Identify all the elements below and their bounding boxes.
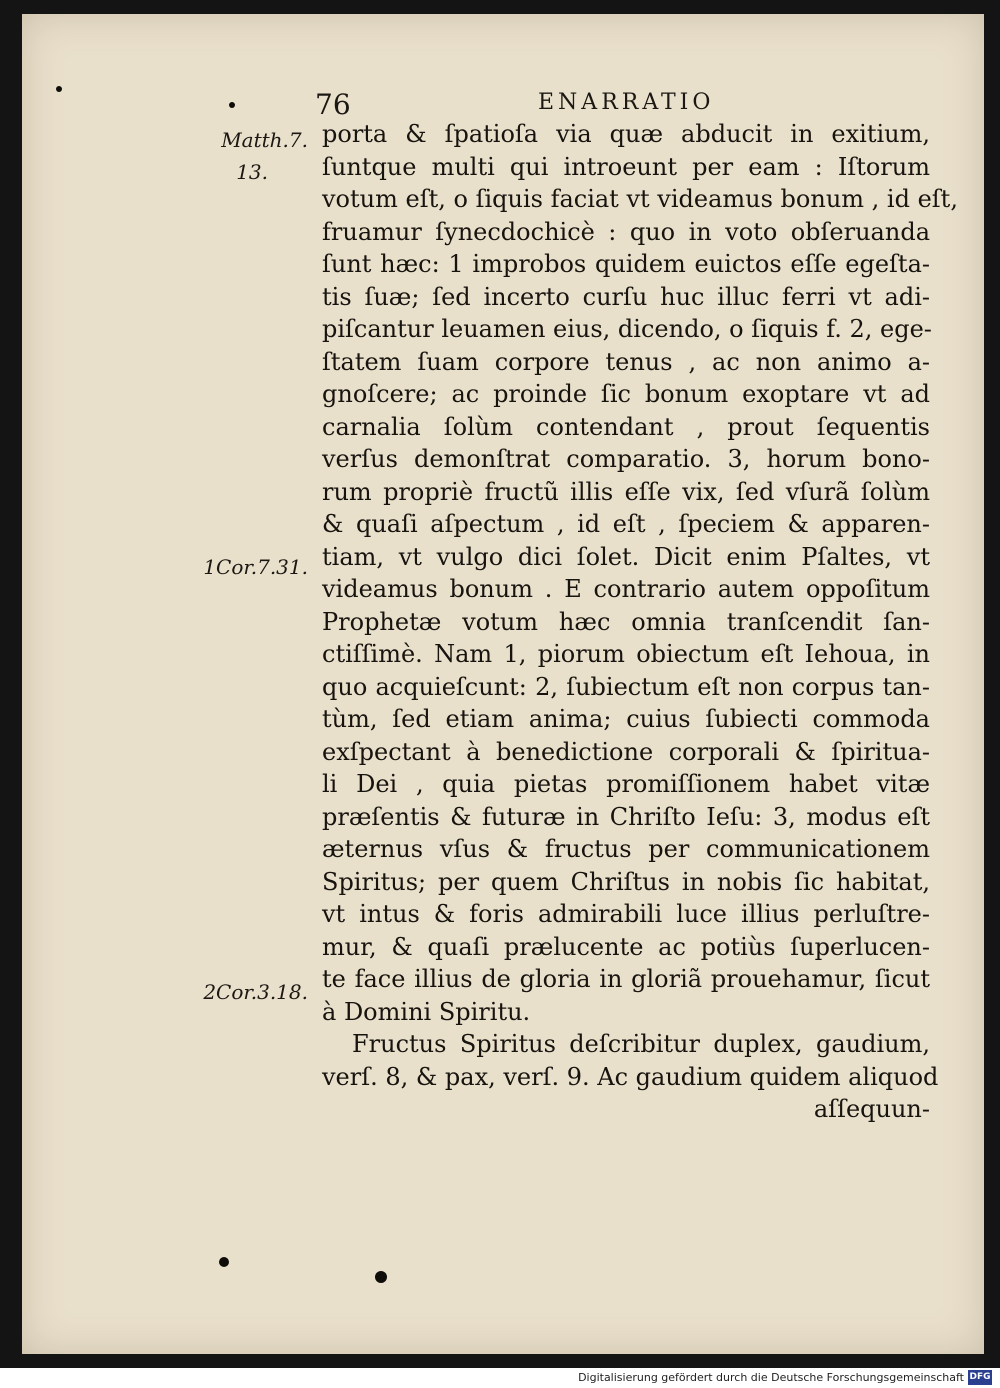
text-line: verſus demonſtrat comparatio. 3, horum bono-	[322, 445, 930, 473]
text-line: li Dei , quia pietas promiſſionem habet vitæ	[322, 770, 930, 798]
text-line: carnalia ſolùm contendant , prout ſequentis	[322, 412, 930, 441]
margin-note: 1Cor.7.31.	[203, 555, 308, 579]
text-line: te face illius de gloria in gloriã prouehamur, ſicut	[322, 965, 930, 993]
text-line: videamus bonum . E contrario autem oppoſitum	[322, 575, 930, 603]
text-line: æternus vſus & fructus per communicationem	[322, 835, 930, 863]
text-line: Prophetæ votum hæc omnia tranſcendit ſan-	[322, 607, 930, 636]
margin-note: 2Cor.3.18.	[203, 980, 308, 1004]
text-line: tiam, vt vulgo dici ſolet. Dicit enim Pſaltes, vt	[322, 542, 930, 571]
text-line: gnoſcere; ac proinde ſic bonum exoptare vt ad	[322, 380, 930, 408]
ink-dot	[219, 1257, 229, 1267]
text-line: quo acquieſcunt: 2, ſubiectum eſt non corpus tan-	[322, 672, 930, 701]
funding-credit: Digitalisierung gefördert durch die Deutsche Forschungsgemeinschaft	[578, 1371, 964, 1384]
catchword: aſſequun-	[813, 1095, 930, 1123]
text-line: porta & ſpatioſa via quæ abducit in exitium,	[322, 120, 930, 148]
text-line: ſuntque multi qui introeunt per eam : Iſtorum	[322, 152, 930, 181]
text-line: tis ſuæ; ſed incerto curſu huc illuc ferri vt adi-	[322, 282, 930, 311]
text-line: præſentis & futuræ in Chriſto Ieſu: 3, modus eſt	[322, 802, 930, 831]
ink-dot	[56, 86, 62, 92]
running-title: ENARRATIO	[538, 90, 715, 115]
text-line: Spiritus; per quem Chriſtus in nobis ſic habitat,	[322, 867, 930, 896]
ink-dot	[375, 1271, 387, 1283]
text-line: piſcantur leuamen eius, dicendo, o ſiquis f. 2, ege-	[322, 315, 932, 343]
text-line: à Domini Spiritu.	[322, 997, 531, 1026]
text-line: ſunt hæc: 1 improbos quidem euictos eſſe egeſta-	[322, 250, 930, 278]
text-line: ctiſſimè. Nam 1, piorum obiectum eſt Iehoua, in	[322, 640, 930, 668]
text-line: tùm, ſed etiam anima; cuius ſubiecti commoda	[322, 705, 930, 733]
ink-dot	[229, 102, 235, 108]
text-line: exſpectant à benedictione corporali & ſpiritua-	[322, 737, 930, 766]
text-line: fruamur ſynecdochicè : quo in voto obſeruanda	[322, 217, 930, 246]
body-text	[322, 118, 958, 1126]
margin-note: Matth.7.	[221, 128, 308, 152]
text-line: Fructus Spiritus deſcribitur duplex, gaudium,	[352, 1030, 930, 1058]
text-line: ſtatem ſuam corpore tenus , ac non animo a-	[322, 347, 930, 376]
text-line: rum propriè fructũ illis eſſe vix, ſed vſurã ſolùm	[322, 477, 930, 506]
dfg-logo-icon: DFG	[968, 1370, 992, 1385]
text-line: & quaſi aſpectum , id eſt , ſpeciem & apparen-	[322, 510, 930, 538]
page-number: 76	[315, 88, 351, 121]
text-line: mur, & quaſi prælucente ac potiùs ſuperlucen-	[322, 932, 930, 961]
text-line: verſ. 8, & pax, verſ. 9. Ac gaudium quidem aliquod	[322, 1062, 939, 1091]
margin-note: 13.	[236, 160, 268, 184]
text-line: votum eſt, o ſiquis faciat vt videamus bonum , id eſt,	[322, 185, 958, 213]
text-line: vt intus & foris admirabili luce illius perluſtre-	[322, 900, 930, 928]
